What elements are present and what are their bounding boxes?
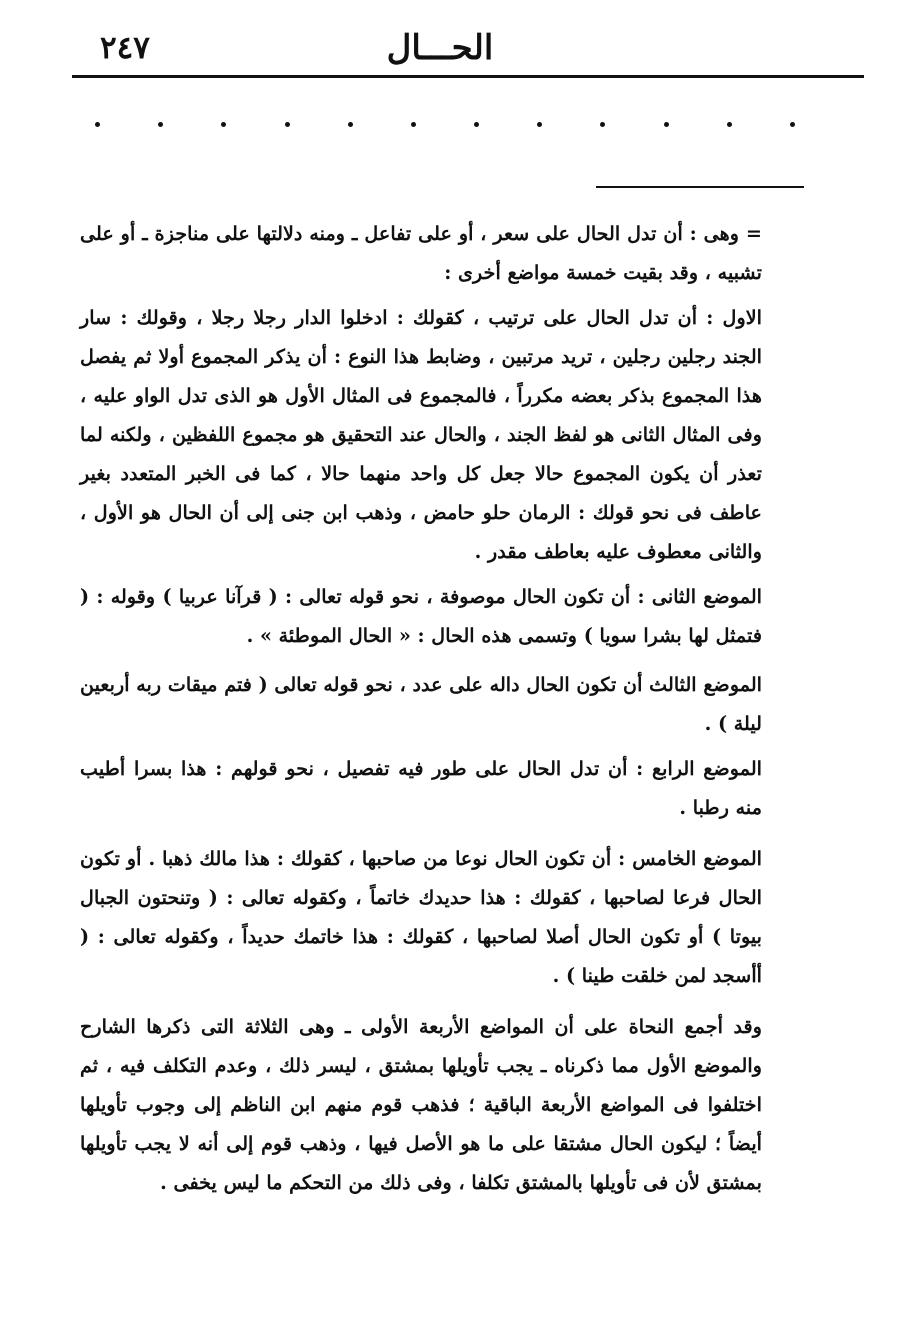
ellipsis-dots [95,122,795,127]
ellipsis-dot [411,122,416,127]
continuation-mark: = [745,222,762,245]
paragraph-second-position: الموضع الثانى : أن تكون الحال موصوفة ، نحو قوله تعالى : ( قرآنا عربيا ) وقوله : ( فتمثل لها بشرا سويا ) وتسمى هذه الحال : « الحال الموطئة » . [80,585,762,647]
running-title: الحـــال [386,28,494,68]
ellipsis-dot [95,122,100,127]
paragraph-fifth-position: الموضع الخامس : أن تكون الحال نوعا من صاحبها ، كقولك : هذا مالك ذهبا . أو تكون الحال فرعا لصاحبها ، كقولك : هذا حديدك خاتماً ، وكقوله تعالى : ( وتنحتون الجبال بيوتا ) أو تكون الحال أصلا لصاحبها ، كقولك : هذا خاتمك حديداً ، وكقوله تعالى : ( أأسجد لمن خلقت طينا ) . [80,847,762,987]
paragraph-text: وهى : أن تدل الحال على سعر ، أو على تفاعل ـ ومنه دلالتها على مناجزة ـ أو على تشبيه ، وقد بقيت خمسة مواضع أخرى : [80,222,762,284]
body-text [80,214,762,1202]
ellipsis-dot [348,122,353,127]
paragraph-continuation [80,214,762,292]
header-rule [72,75,864,78]
ellipsis-dot [727,122,732,127]
ellipsis-dot [664,122,669,127]
ellipsis-dot [537,122,542,127]
ellipsis-dot [474,122,479,127]
paragraph-consensus: وقد أجمع النحاة على أن المواضع الأربعة الأولى ـ وهى الثلاثة التى ذكرها الشارح والموضع الأول مما ذكرناه ـ يجب تأويلها بمشتق ، ليسر ذلك ، وعدم التكلف فيه ، ثم اختلفوا فى المواضع الأربعة الباقية ؛ فذهب قوم منهم ابن الناظم إلى وجوب تأويلها أيضاً ؛ ليكون الحال مشتقا على ما هو الأصل فيها ، وذهب قوم إلى أنه لا يجب تأويلها بمشتق لأن فى تأويلها بالمشتق تكلفا ، وفى ذلك من التحكم ما ليس يخفى . [80,1015,762,1194]
ellipsis-dot [285,122,290,127]
footnote-rule [596,186,804,188]
ellipsis-dot [600,122,605,127]
paragraph-first-position: الاول : أن تدل الحال على ترتيب ، كقولك : ادخلوا الدار رجلا رجلا ، وقولك : سار الجند رجلين رجلين ، تريد مرتبين ، وضابط هذا النوع : أن يذكر المجموع أولا ثم يفصل هذا المجموع بذكر بعضه مكرراً ، فالمجموع فى المثال الأول هو الذى تدل الواو عليه ، وفى المثال الثانى هو لفظ الجند ، والحال عند التحقيق هو مجموع اللفظين ، ولكنه لما تعذر أن يكون المجموع حالا جعل كل واحد منهما حالا ، كما فى الخبر المتعدد بغير عاطف فى نحو قولك : الرمان حلو حامض ، وذهب ابن جنى إلى أن الحال هو الأول ، والثانى معطوف عليه بعاطف مقدر . [80,306,762,563]
ellipsis-dot [158,122,163,127]
paragraph-fourth-position: الموضع الرابع : أن تدل الحال على طور فيه تفصيل ، نحو قولهم : هذا بسرا أطيب منه رطبا . [80,757,762,819]
paragraph-third-position: الموضع الثالث أن تكون الحال داله على عدد ، نحو قوله تعالى ( فتم ميقات ربه أربعين ليلة ) . [80,673,762,735]
ellipsis-dot [790,122,795,127]
ellipsis-dot [221,122,226,127]
page-number: ٢٤٧ [100,30,150,66]
